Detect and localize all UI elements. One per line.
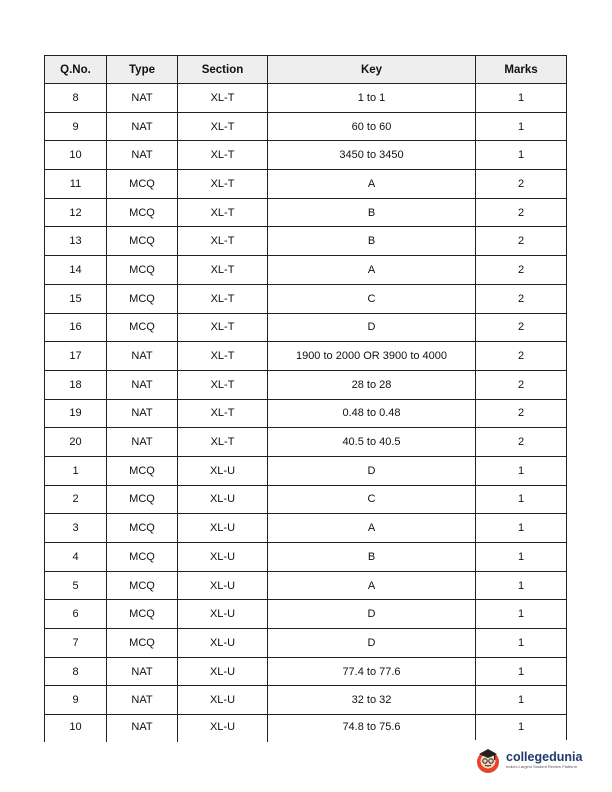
cell-marks: 2	[476, 198, 567, 227]
cell-marks: 1	[476, 715, 567, 743]
cell-section: XL-U	[178, 629, 268, 658]
table-row	[45, 571, 567, 600]
cell-key: 74.8 to 75.6	[268, 715, 476, 743]
cell-qno: 17	[45, 342, 107, 371]
cell-section: XL-T	[178, 313, 268, 342]
cell-key: D	[268, 313, 476, 342]
table-row	[45, 485, 567, 514]
cell-qno: 8	[45, 657, 107, 686]
table-row	[45, 686, 567, 715]
cell-type: NAT	[107, 715, 178, 743]
cell-section: XL-T	[178, 342, 268, 371]
cell-section: XL-T	[178, 370, 268, 399]
table-row	[45, 657, 567, 686]
table-row	[45, 629, 567, 658]
cell-key: A	[268, 170, 476, 199]
cell-marks: 1	[476, 456, 567, 485]
cell-section: XL-T	[178, 399, 268, 428]
cell-qno: 20	[45, 428, 107, 457]
cell-section: XL-U	[178, 686, 268, 715]
cell-marks: 2	[476, 370, 567, 399]
table-row	[45, 198, 567, 227]
table-row	[45, 256, 567, 285]
cell-type: MCQ	[107, 198, 178, 227]
brand-tagline: India's Largest Student Review Platform	[506, 763, 578, 769]
cell-marks: 1	[476, 84, 567, 113]
cell-section: XL-U	[178, 456, 268, 485]
collegedunia-watermark	[474, 740, 610, 780]
cell-qno: 7	[45, 629, 107, 658]
cell-type: NAT	[107, 112, 178, 141]
cell-section: XL-T	[178, 112, 268, 141]
table-row	[45, 456, 567, 485]
cell-section: XL-T	[178, 141, 268, 170]
cell-marks: 2	[476, 227, 567, 256]
cell-marks: 2	[476, 428, 567, 457]
cell-type: MCQ	[107, 629, 178, 658]
cell-key: B	[268, 543, 476, 572]
cell-key: B	[268, 227, 476, 256]
cell-type: NAT	[107, 84, 178, 113]
cell-qno: 1	[45, 456, 107, 485]
table-row	[45, 428, 567, 457]
table-row	[45, 112, 567, 141]
cell-type: MCQ	[107, 456, 178, 485]
cell-type: MCQ	[107, 227, 178, 256]
cell-type: NAT	[107, 428, 178, 457]
header-type: Type	[107, 56, 178, 84]
cell-marks: 1	[476, 112, 567, 141]
student-mascot-icon	[474, 744, 502, 776]
cell-key: C	[268, 485, 476, 514]
table-row	[45, 170, 567, 199]
table-row	[45, 514, 567, 543]
cell-section: XL-T	[178, 227, 268, 256]
cell-type: NAT	[107, 686, 178, 715]
cell-marks: 2	[476, 399, 567, 428]
cell-key: A	[268, 256, 476, 285]
cell-type: MCQ	[107, 514, 178, 543]
cell-section: XL-T	[178, 84, 268, 113]
cell-key: A	[268, 514, 476, 543]
cell-type: MCQ	[107, 313, 178, 342]
cell-qno: 12	[45, 198, 107, 227]
table-row	[45, 141, 567, 170]
cell-qno: 9	[45, 686, 107, 715]
cell-marks: 1	[476, 571, 567, 600]
cell-qno: 18	[45, 370, 107, 399]
cell-key: 3450 to 3450	[268, 141, 476, 170]
cell-marks: 2	[476, 284, 567, 313]
cell-qno: 10	[45, 141, 107, 170]
cell-marks: 1	[476, 600, 567, 629]
cell-qno: 4	[45, 543, 107, 572]
header-section: Section	[178, 56, 268, 84]
cell-key: 1900 to 2000 OR 3900 to 4000	[268, 342, 476, 371]
cell-qno: 2	[45, 485, 107, 514]
answer-key-sheet	[44, 55, 566, 742]
table-row	[45, 284, 567, 313]
cell-qno: 9	[45, 112, 107, 141]
header-qno: Q.No.	[45, 56, 107, 84]
cell-section: XL-U	[178, 571, 268, 600]
cell-qno: 11	[45, 170, 107, 199]
header-marks: Marks	[476, 56, 567, 84]
cell-section: XL-U	[178, 715, 268, 743]
cell-qno: 3	[45, 514, 107, 543]
cell-qno: 8	[45, 84, 107, 113]
cell-section: XL-T	[178, 284, 268, 313]
brand-name: collegedunia	[506, 749, 583, 764]
cell-key: C	[268, 284, 476, 313]
cell-type: MCQ	[107, 600, 178, 629]
cell-type: NAT	[107, 370, 178, 399]
cell-section: XL-U	[178, 657, 268, 686]
cell-marks: 2	[476, 313, 567, 342]
cell-type: MCQ	[107, 256, 178, 285]
table-row	[45, 543, 567, 572]
cell-key: 60 to 60	[268, 112, 476, 141]
cell-qno: 16	[45, 313, 107, 342]
table-row	[45, 370, 567, 399]
cell-marks: 1	[476, 141, 567, 170]
cell-key: A	[268, 571, 476, 600]
cell-qno: 13	[45, 227, 107, 256]
cell-qno: 6	[45, 600, 107, 629]
cell-key: 77.4 to 77.6	[268, 657, 476, 686]
table-row	[45, 227, 567, 256]
table-row	[45, 399, 567, 428]
cell-section: XL-U	[178, 600, 268, 629]
cell-qno: 15	[45, 284, 107, 313]
cell-qno: 19	[45, 399, 107, 428]
cell-type: MCQ	[107, 284, 178, 313]
cell-marks: 1	[476, 657, 567, 686]
cell-type: NAT	[107, 342, 178, 371]
cell-marks: 1	[476, 485, 567, 514]
cell-qno: 10	[45, 715, 107, 743]
cell-section: XL-U	[178, 514, 268, 543]
cell-key: 40.5 to 40.5	[268, 428, 476, 457]
cell-key: D	[268, 600, 476, 629]
cell-key: 28 to 28	[268, 370, 476, 399]
cell-marks: 1	[476, 629, 567, 658]
table-header-row	[45, 56, 567, 84]
cell-type: MCQ	[107, 571, 178, 600]
header-key: Key	[268, 56, 476, 84]
cell-section: XL-T	[178, 428, 268, 457]
cell-key: 0.48 to 0.48	[268, 399, 476, 428]
cell-section: XL-T	[178, 256, 268, 285]
table-row	[45, 313, 567, 342]
cell-key: B	[268, 198, 476, 227]
cell-type: MCQ	[107, 170, 178, 199]
cell-type: NAT	[107, 657, 178, 686]
cell-key: 32 to 32	[268, 686, 476, 715]
cell-type: NAT	[107, 399, 178, 428]
table-row	[45, 84, 567, 113]
cell-section: XL-U	[178, 543, 268, 572]
table-row	[45, 715, 567, 743]
cell-type: MCQ	[107, 485, 178, 514]
cell-qno: 14	[45, 256, 107, 285]
cell-marks: 1	[476, 514, 567, 543]
cell-qno: 5	[45, 571, 107, 600]
cell-section: XL-T	[178, 170, 268, 199]
cell-marks: 1	[476, 543, 567, 572]
cell-marks: 1	[476, 686, 567, 715]
cell-section: XL-U	[178, 485, 268, 514]
cell-key: 1 to 1	[268, 84, 476, 113]
cell-type: NAT	[107, 141, 178, 170]
cell-marks: 2	[476, 342, 567, 371]
answer-key-table	[44, 55, 567, 742]
table-row	[45, 600, 567, 629]
cell-type: MCQ	[107, 543, 178, 572]
cell-section: XL-T	[178, 198, 268, 227]
cell-marks: 2	[476, 170, 567, 199]
cell-marks: 2	[476, 256, 567, 285]
cell-key: D	[268, 629, 476, 658]
table-row	[45, 342, 567, 371]
cell-key: D	[268, 456, 476, 485]
